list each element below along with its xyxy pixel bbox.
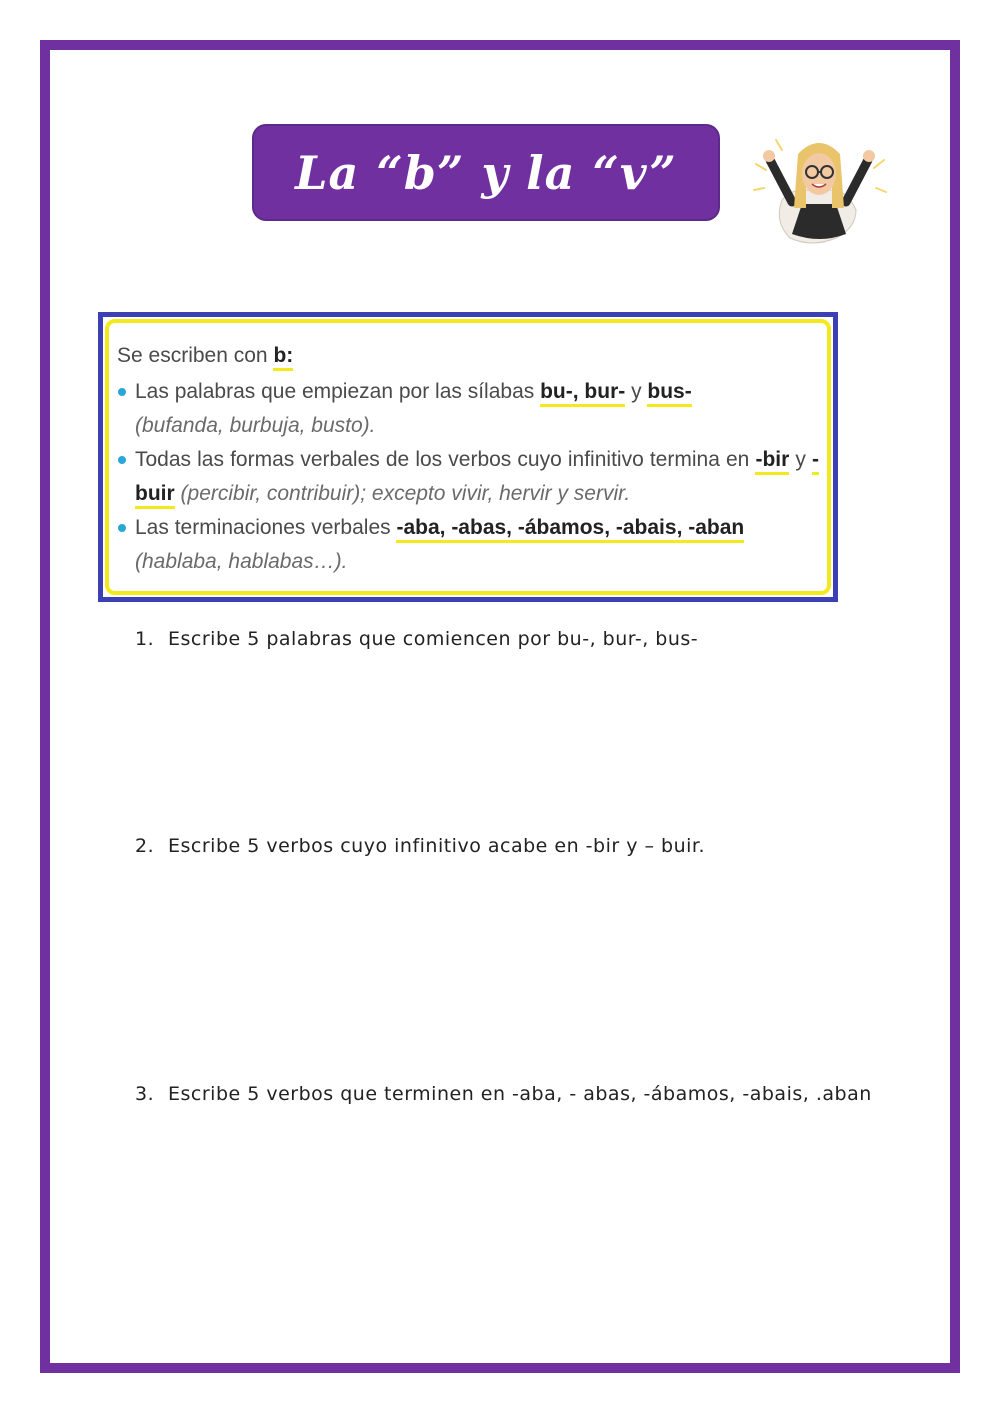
rule-example: (bufanda, burbuja, busto). xyxy=(135,414,376,437)
page-title: La “b” y la “v” xyxy=(295,145,677,200)
title-banner xyxy=(252,124,720,221)
question-text: Escribe 5 verbos que terminen en -aba, - abas, -ábamos, -abais, .aban xyxy=(168,1083,872,1105)
avatar-illustration xyxy=(752,130,887,248)
rule-connector: y xyxy=(625,380,648,403)
rule-example: (percibir, contribuir); excepto vivir, hervir y servir. xyxy=(180,482,631,505)
rule-example: (hablaba, hablabas…). xyxy=(135,550,348,573)
rule-keyword: -bir xyxy=(755,448,789,475)
bullet-icon xyxy=(118,388,126,396)
rule-text: Todas las formas verbales de los verbos cuyo infinitivo termina en xyxy=(135,448,756,471)
question-text: Escribe 5 verbos cuyo infinitivo acabe en -bir y – buir. xyxy=(168,835,706,857)
rules-box xyxy=(98,312,838,602)
rules-intro xyxy=(117,339,819,373)
rule-text: Las palabras que empiezan por las sílabas xyxy=(135,380,541,403)
rule-keyword: -buir xyxy=(135,448,819,509)
rules-intro-letter: b: xyxy=(273,344,293,371)
rule-keyword: bus- xyxy=(647,380,691,407)
question-number: 3. xyxy=(135,1083,155,1105)
question-item-3 xyxy=(135,1080,918,1108)
rule-connector: y xyxy=(789,448,812,471)
question-number: 2. xyxy=(135,835,155,857)
question-item-2 xyxy=(135,832,918,860)
rule-item-3 xyxy=(117,511,819,579)
rule-text: Las terminaciones verbales xyxy=(135,516,397,539)
question-text: Escribe 5 palabras que comiencen por bu-, bur-, bus- xyxy=(168,628,699,650)
rule-item-1 xyxy=(117,375,819,443)
rule-keyword: -aba, -abas, -ábamos, -abais, -aban xyxy=(396,516,744,543)
rules-content xyxy=(117,339,819,579)
bullet-icon xyxy=(118,524,126,532)
question-item-1 xyxy=(135,625,918,653)
rule-item-2 xyxy=(117,443,819,511)
bullet-icon xyxy=(118,456,126,464)
rules-intro-text: Se escriben con xyxy=(117,344,274,367)
question-number: 1. xyxy=(135,628,155,650)
rule-keyword: bu-, bur- xyxy=(540,380,625,407)
